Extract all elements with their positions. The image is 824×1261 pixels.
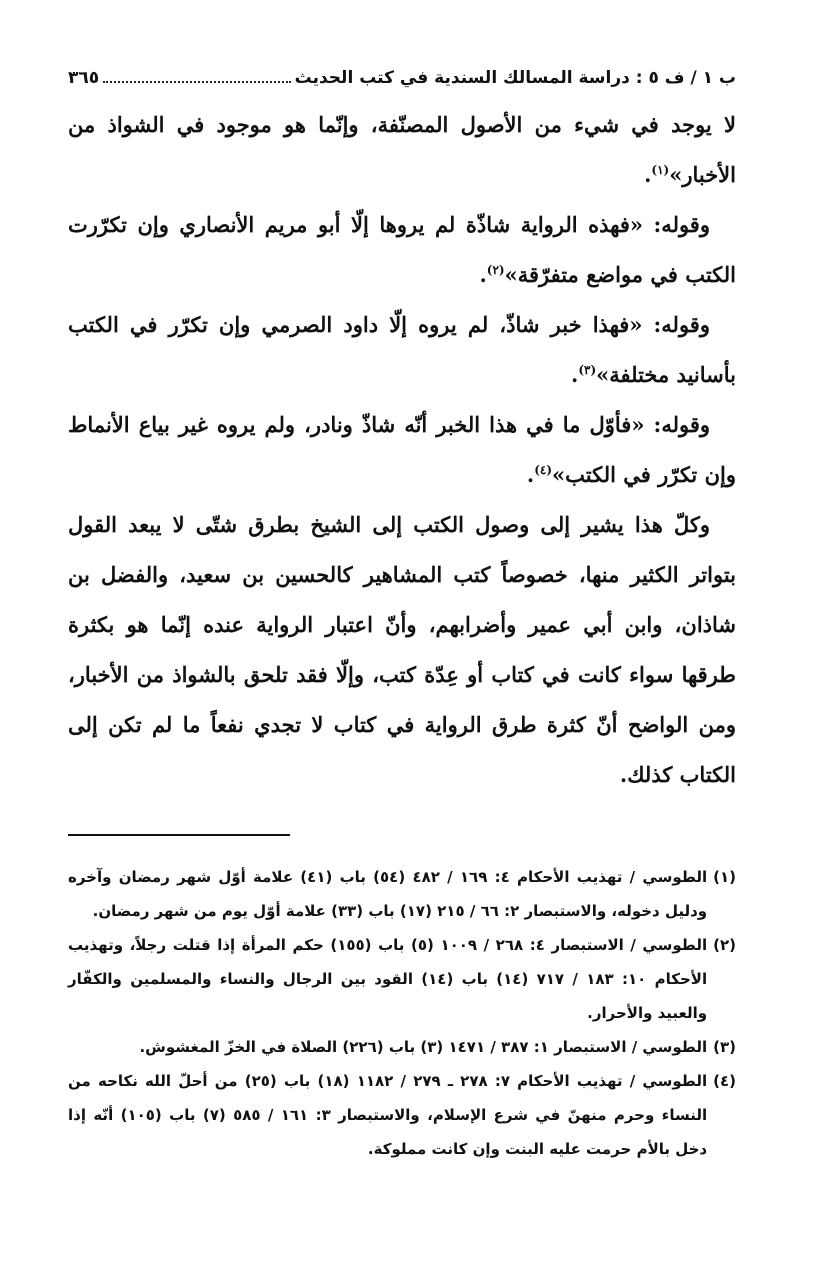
footnote-number: (٣) [713, 1038, 736, 1056]
main-text [68, 100, 736, 800]
book-page [68, 68, 736, 1166]
paragraph-2: وقوله: «فهذه الرواية شاذّة لم يروها إلّا أبو مريم الأنصاري وإن تكرّرت الكتب في مواضع متفرّقة»$^{(٢)}$. [68, 212, 736, 287]
footnote-separator [68, 834, 290, 836]
chapter-title: ب ١ / ف ٥ : دراسة المسالك السندية في كتب الحديث [294, 68, 736, 88]
footnote-ref-3: (٣) [578, 363, 597, 377]
running-header [68, 68, 736, 96]
footnote-2 [68, 928, 736, 1030]
footnote-text: الطوسي / تهذيب الأحكام ٤: ١٦٩ / ٤٨٢ (٥٤) باب (٤١) علامة أوّل شهر رمضان وآخره ودليل دخوله، والاستبصار ٢: ٦٦ / ٢١٥ (١٧) باب (٣٣) علامة أوّل يوم من شهر رمضان. [68, 868, 708, 920]
footnote-4 [68, 1064, 736, 1166]
footnote-3 [68, 1030, 736, 1064]
header-leader-dots [103, 81, 290, 83]
footnote-ref-4: (٤) [534, 463, 553, 477]
paragraph-5: وكلّ هذا يشير إلى وصول الكتب إلى الشيخ بطرق شتّى لا يبعد القول بتواتر الكثير منها، خصوصاً كتب المشاهير كالحسين بن سعيد، والفضل بن شاذان، وابن أبي عمير وأضرابهم، وأنّ اعتبار الرواية عنده إنّما هو بكثرة طرقها سواء كانت في كتاب أو عِدّة كتب، وإلّا فقد تلحق بالشواذ من الأخبار، ومن الواضح أنّ كثرة طرق الرواية في كتاب لا تجدي نفعاً ما لم تكن إلى الكتاب كذلك. [68, 512, 736, 787]
footnote-text: الطوسي / الاستبصار ١: ٣٨٧ / ١٤٧١ (٣) باب (٢٢٦) الصلاة في الخزّ المغشوش. [139, 1038, 708, 1056]
paragraph-4: وقوله: «فأوّل ما في هذا الخبر أنّه شاذّ ونادر، ولم يروه غير بياع الأنماط وإن تكرّر في الكتب»$^{(٤)}$. [68, 412, 736, 487]
footnote-text: الطوسي / الاستبصار ٤: ٢٦٨ / ١٠٠٩ (٥) باب (١٥٥) حكم المرأة إذا قتلت رجلاً، وتهذيب الأحكام ١٠: ١٨٣ / ٧١٧ (١٤) باب (١٤) القود بين الرجال والنساء والمسلمين والكفّار والعبيد والأحرار. [68, 936, 708, 1022]
footnote-1 [68, 860, 736, 928]
page-number: ٣٦٥ [68, 68, 100, 88]
footnote-number: (٢) [713, 936, 736, 954]
paragraph-1: لا يوجد في شيء من الأصول المصنّفة، وإنّما هو موجود في الشواذ من الأخبار»$^{(١)}$. [68, 112, 736, 187]
footnotes [68, 860, 736, 1166]
footnote-ref-1: (١) [651, 163, 670, 177]
footnote-number: (١) [713, 868, 736, 886]
footnote-number: (٤) [713, 1072, 736, 1090]
paragraph-3: وقوله: «فهذا خبر شاذّ، لم يروه إلّا داود الصرمي وإن تكرّر في الكتب بأسانيد مختلفة»$^{(٣)}$. [68, 312, 736, 387]
footnote-ref-2: (٢) [486, 263, 505, 277]
footnote-text: الطوسي / تهذيب الأحكام ٧: ٢٧٨ ـ ٢٧٩ / ١١٨٢ (١٨) باب (٢٥) من أحلّ الله نكاحه من النساء وحرم منهنّ في شرع الإسلام، والاستبصار ٣: ١٦١ / ٥٨٥ (٧) باب (١٠٥) أنّه إذا دخل بالأم حرمت عليه البنت وإن كانت مملوكة. [68, 1072, 708, 1158]
